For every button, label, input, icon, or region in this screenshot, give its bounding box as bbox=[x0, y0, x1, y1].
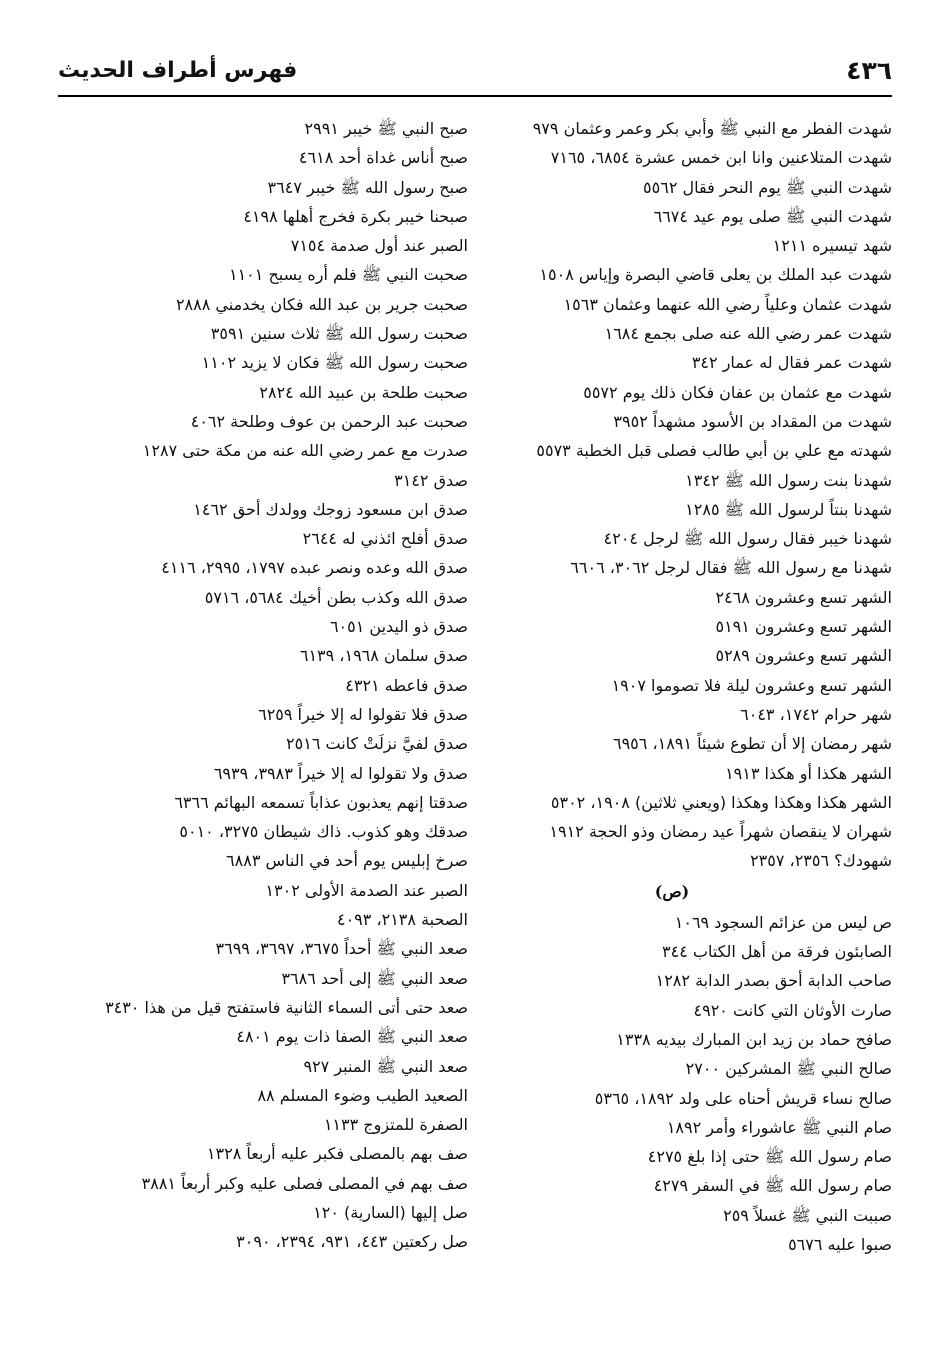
index-entry: صل إليها (السارية) ١٢٠ bbox=[313, 1202, 468, 1222]
index-entry: الشهر تسع وعشرون ليلة فلا تصوموا ١٩٠٧ bbox=[611, 675, 892, 695]
index-entry: الشهر هكذا وهكذا وهكذا (ويعني ثلاثين) ١٩٠٨، ٥٣٠٢ bbox=[550, 792, 892, 812]
index-entry: شهران لا ينقصان شهراً عيد رمضان وذو الحجة ١٩١٢ bbox=[549, 822, 892, 842]
index-entry: صدق سلمان ١٩٦٨، ٦١٣٩ bbox=[299, 646, 468, 666]
index-entry: صاحب الدابة أحق بصدر الدابة ١٢٨٢ bbox=[655, 971, 892, 991]
index-entry: الشهر تسع وعشرون ٢٤٦٨ bbox=[715, 587, 892, 607]
index-entry: شهدت عثمان وعلياً رضي الله عنهما وعثمان ١٥٦٣ bbox=[563, 294, 892, 314]
index-entry: صدق الله وعده ونصر عبده ١٧٩٧، ٢٩٩٥، ٤١١٦ bbox=[161, 558, 468, 578]
index-entry: صدرت مع عمر رضي الله عنه من مكة حتى ١٢٨٧ bbox=[142, 441, 468, 461]
index-entry: الصعيد الطيب وضوء المسلم ٨٨ bbox=[257, 1085, 468, 1105]
index-entry: شهدت مع عثمان بن عفان فكان ذلك يوم ٥٥٧٢ bbox=[583, 382, 892, 402]
index-entry: صبوا عليه ٥٦٧٦ bbox=[788, 1234, 892, 1254]
index-entry: شهدت عمر رضي الله عنه صلى بجمع ١٦٨٤ bbox=[604, 324, 892, 344]
index-entry: صالح النبي ﷺ المشركين ٢٧٠٠ bbox=[685, 1059, 892, 1079]
index-entry: صحبت طلحة بن عبيد الله ٢٨٢٤ bbox=[259, 382, 468, 402]
running-title: فهرس أطراف الحديث bbox=[58, 58, 298, 83]
index-entry: شهودك؟ ٢٣٥٦، ٢٣٥٧ bbox=[750, 851, 892, 871]
index-entry: صافح حماد بن زيد ابن المبارك بيديه ١٣٣٨ bbox=[616, 1029, 892, 1049]
index-entry: صبح النبي ﷺ خيبر ٢٩٩١ bbox=[304, 119, 468, 138]
index-entry: صبحنا خيبر بكرة فخرج أهلها ٤١٩٨ bbox=[243, 206, 468, 226]
index-entry: صدق أفلح ائذني له ٢٦٤٤ bbox=[302, 529, 468, 549]
index-entry: صدقك وهو كذوب. ذاك شيطان ٣٢٧٥، ٥٠١٠ bbox=[179, 822, 468, 842]
index-entry: صدق ٣١٤٢ bbox=[394, 470, 468, 490]
index-entry: صعد النبي ﷺ الصفا ذات يوم ٤٨٠١ bbox=[236, 1027, 468, 1047]
index-entry: صف بهم بالمصلى فكبر عليه أربعاً ١٣٢٨ bbox=[206, 1144, 468, 1164]
index-entry: الصابئون فرقة من أهل الكتاب ٣٤٤ bbox=[662, 942, 892, 962]
index-entry: شهدت المتلاعنين وانا ابن خمس عشرة ٦٨٥٤، ٧١٦٥ bbox=[550, 148, 892, 168]
index-entry: شهدت النبي ﷺ يوم النحر فقال ٥٥٦٢ bbox=[643, 177, 892, 197]
index-entry: ص ليس من عزائم السجود ١٠٦٩ bbox=[674, 912, 892, 932]
index-entry: صدق ولا تقولوا له إلا خيراً ٣٩٨٣، ٦٩٣٩ bbox=[213, 763, 468, 783]
index-entry: صل ركعتين ٤٤٣، ٩٣١، ٢٣٩٤، ٣٠٩٠ bbox=[236, 1232, 468, 1252]
index-entry: صدق فلا تقولوا له إلا خيراً ٦٢٥٩ bbox=[258, 704, 468, 724]
index-entry: شهدنا بنت رسول الله ﷺ ١٣٤٢ bbox=[685, 470, 892, 490]
index-entry: صعد النبي ﷺ أحداً ٣٦٧٥، ٣٦٩٧، ٣٦٩٩ bbox=[215, 939, 468, 959]
index-column-right bbox=[452, 114, 892, 1259]
index-entry: صف بهم في المصلى فصلى عليه وكبر أربعاً ٣٨٨١ bbox=[141, 1173, 468, 1193]
index-entry: الصحبة ٢١٣٨، ٤٠٩٣ bbox=[336, 910, 468, 930]
index-entry: صدق الله وكذب بطن أخيك ٥٦٨٤، ٥٧١٦ bbox=[204, 587, 468, 607]
header-rule bbox=[58, 95, 892, 97]
index-entry: شهد تيسيره ١٢١١ bbox=[772, 236, 892, 256]
index-entry: الشهر تسع وعشرون ٥٢٨٩ bbox=[715, 646, 892, 666]
index-entry: صعد حتى أتى السماء الثانية فاستفتح قيل من هذا ٣٤٣٠ bbox=[105, 997, 468, 1017]
index-entry: صدق ذو اليدين ٦٠٥١ bbox=[329, 617, 468, 637]
index-entry: شهر حرام ١٧٤٢، ٦٠٤٣ bbox=[740, 704, 892, 724]
index-entry: شهدت من المقداد بن الأسود مشهداً ٣٩٥٢ bbox=[613, 411, 892, 431]
index-entry: الصبر عند الصدمة الأولى ١٣٠٢ bbox=[265, 880, 468, 900]
index-entry: شهدته مع علي بن أبي طالب فصلى قبل الخطبة ٥٥٧٣ bbox=[536, 441, 892, 461]
index-entry: شهدت عبد الملك بن يعلى قاضي البصرة وإياس ١٥٠٨ bbox=[539, 265, 892, 285]
index-entry: صحبت النبي ﷺ فلم أره يسبح ١١٠١ bbox=[228, 265, 468, 285]
index-entry: صحبت جرير بن عبد الله فكان يخدمني ٢٨٨٨ bbox=[175, 294, 468, 314]
index-entry: الصفرة للمتزوج ١١٣٣ bbox=[323, 1115, 468, 1135]
index-entry: الشهر تسع وعشرون ٥١٩١ bbox=[715, 617, 892, 637]
index-entry: الصبر عند أول صدمة ٧١٥٤ bbox=[290, 236, 468, 256]
index-entry: شهدنا مع رسول الله ﷺ فقال لرجل ٣٠٦٢، ٦٦٠٦ bbox=[570, 558, 892, 578]
index-entry: صدق ابن مسعود زوجك وولدك أحق ١٤٦٢ bbox=[193, 499, 468, 519]
index-entry: صحبت رسول الله ﷺ فكان لا يزيد ١١٠٢ bbox=[201, 353, 468, 373]
index-entry: صببت النبي ﷺ غسلاً ٢٥٩ bbox=[723, 1205, 892, 1225]
index-entry: شهدت عمر فقال له عمار ٣٤٢ bbox=[691, 353, 892, 373]
page-header bbox=[58, 56, 892, 96]
index-entry: الشهر هكذا أو هكذا ١٩١٣ bbox=[725, 763, 892, 783]
index-entry: شهر رمضان إلا أن تطوع شيئاً ١٨٩١، ٦٩٥٦ bbox=[612, 734, 892, 754]
index-entry: صام رسول الله ﷺ حتى إذا بلغ ٤٢٧٥ bbox=[647, 1147, 892, 1167]
index-entry: شهدت النبي ﷺ صلى يوم عيد ٦٦٧٤ bbox=[653, 206, 892, 226]
index-entry: شهدنا خيبر فقال رسول الله ﷺ لرجل ٤٢٠٤ bbox=[603, 529, 892, 549]
index-entry: صعد النبي ﷺ إلى أحد ٣٦٨٦ bbox=[281, 968, 468, 988]
index-entry: صدق لفيَّ نزلَتْ كانت ٢٥١٦ bbox=[286, 734, 468, 754]
index-entry: صبح أناس غداة أحد ٤٦١٨ bbox=[298, 148, 468, 168]
index-entry: صام النبي ﷺ عاشوراء وأمر ١٨٩٢ bbox=[666, 1117, 892, 1137]
index-entry: صدق فاعطه ٤٣٢١ bbox=[345, 675, 468, 695]
index-entry: صارت الأوثان التي كانت ٤٩٢٠ bbox=[693, 1000, 892, 1020]
index-entry: صالح نساء قريش أحناه على ولد ١٨٩٢، ٥٣٦٥ bbox=[594, 1088, 892, 1108]
index-entry: صبح رسول الله ﷺ خيبر ٣٦٤٧ bbox=[267, 177, 468, 197]
index-entry: صرخ إبليس يوم أحد في الناس ٦٨٨٣ bbox=[226, 851, 468, 871]
index-entry: شهدت الفطر مع النبي ﷺ وأبي بكر وعمر وعثمان ٩٧٩ bbox=[532, 119, 892, 138]
page-number: ٤٣٦ bbox=[846, 56, 892, 85]
section-heading-sad: (ص) bbox=[654, 881, 690, 901]
index-entry: شهدنا بنتاً لرسول الله ﷺ ١٢٨٥ bbox=[685, 499, 892, 519]
index-entry: صدقتا إنهم يعذبون عذاباً تسمعه البهائم ٦٣٦٦ bbox=[174, 792, 468, 812]
index-entry: صحبت رسول الله ﷺ ثلاث سنين ٣٥٩١ bbox=[210, 324, 468, 344]
index-entry: صحبت عبد الرحمن بن عوف وطلحة ٤٠٦٢ bbox=[190, 411, 468, 431]
index-entry: صعد النبي ﷺ المنبر ٩٢٧ bbox=[303, 1056, 468, 1076]
index-column-left bbox=[48, 114, 468, 1257]
index-entry: صام رسول الله ﷺ في السفر ٤٢٧٩ bbox=[653, 1176, 892, 1196]
